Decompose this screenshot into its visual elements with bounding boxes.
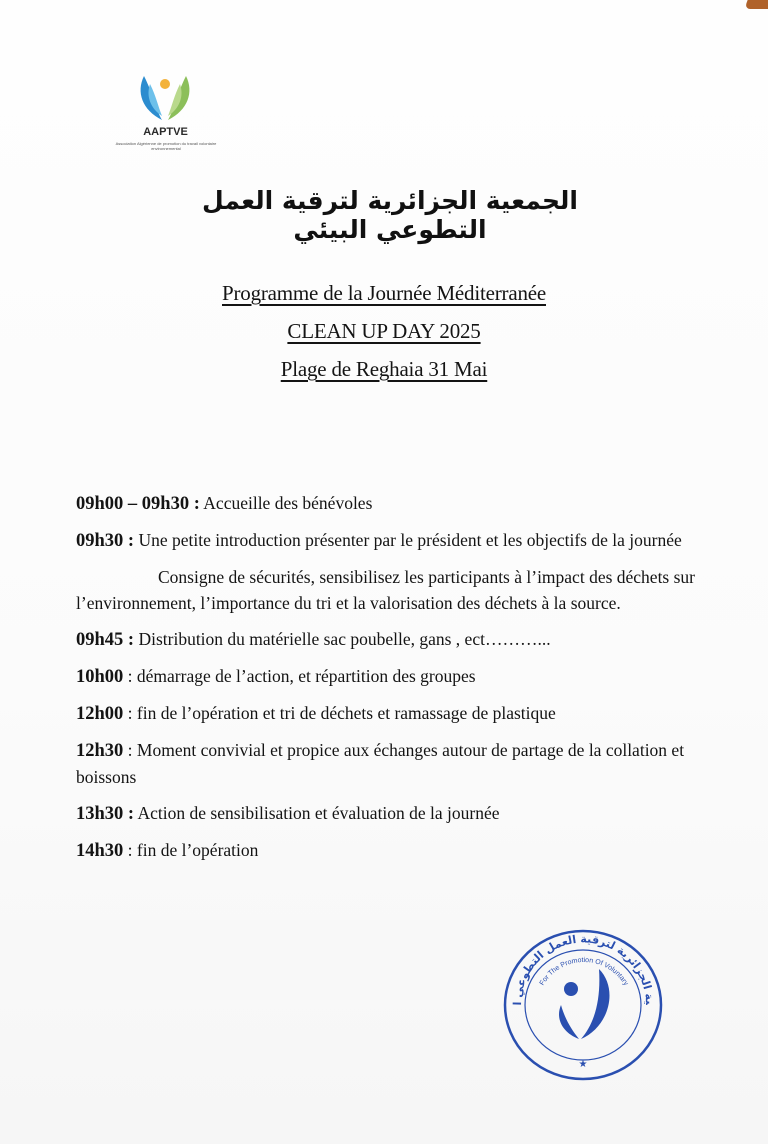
schedule-note (76, 564, 696, 616)
stamp-seal-icon (501, 927, 666, 1082)
programme-header (0, 278, 768, 392)
schedule-time: 09h30 : (76, 531, 135, 551)
svg-text:For The Promotion Of Voluntary: For The Promotion Of Voluntary (538, 956, 630, 987)
schedule-time: 12h00 (76, 704, 124, 724)
schedule-text: Accueille des bénévoles (199, 493, 373, 513)
programme-title: Programme de la Journée Méditerranée (222, 281, 546, 305)
schedule-time: 10h00 (76, 667, 124, 687)
schedule-text: : fin de l’opération et tri de déchets et ramassage de plastique (123, 703, 556, 723)
schedule-item (76, 626, 696, 653)
schedule-text: Action de sensibilisation et évaluation de la journée (134, 803, 500, 823)
schedule-item (76, 837, 696, 864)
schedule-item (76, 527, 696, 554)
leaf-logo-icon (134, 70, 196, 126)
schedule-item (76, 800, 696, 827)
official-stamp (501, 927, 666, 1082)
svg-text:★: ★ (578, 1059, 588, 1070)
schedule-item (76, 663, 696, 690)
schedule-text: : Moment convivial et propice aux échanges autour de partage de la collation et boissons (76, 740, 685, 787)
schedule-time: 14h30 (76, 841, 124, 861)
schedule-text: : démarrage de l’action, et répartition des groupes (123, 666, 476, 686)
schedule-time: 09h45 : (76, 630, 135, 650)
schedule-time: 13h30 : (76, 804, 135, 824)
schedule-time: 12h30 (76, 741, 124, 761)
logo-acronym: AAPTVE (143, 126, 188, 138)
schedule-note-text: Consigne de sécurités, sensibilisez les participants à l’impact des déchets sur l’environnement, l’importance du tri et la valorisation des déchets à la source. (76, 567, 696, 613)
svg-text:الجمعية الجزائرية لترقية العمل: ية الجزائرية لترقية العمل التطوعي ا (510, 932, 657, 1006)
schedule-text: : fin de l’opération (123, 840, 259, 860)
schedule-item (76, 700, 696, 727)
schedule-item (76, 490, 696, 517)
schedule-text: Une petite introduction présenter par le président et les objectifs de la journée (134, 530, 682, 550)
schedule-text: Distribution du matérielle sac poubelle, gans , ect………... (134, 629, 551, 649)
schedule-item (76, 737, 696, 790)
event-location-date: Plage de Reghaia 31 Mai (280, 357, 488, 381)
logo-subtitle: Association Algérienne de promotion du travail volontaire environnemental (115, 141, 217, 151)
organization-logo (108, 70, 223, 156)
page-corner-fold (744, 0, 768, 9)
schedule-list (76, 490, 696, 874)
event-name: CLEAN UP DAY 2025 (287, 319, 481, 343)
organization-arabic-name: الجمعية الجزائرية لترقية العمل التطوعي البيئي (202, 186, 578, 244)
schedule-time: 09h00 – 09h30 : (76, 494, 200, 514)
